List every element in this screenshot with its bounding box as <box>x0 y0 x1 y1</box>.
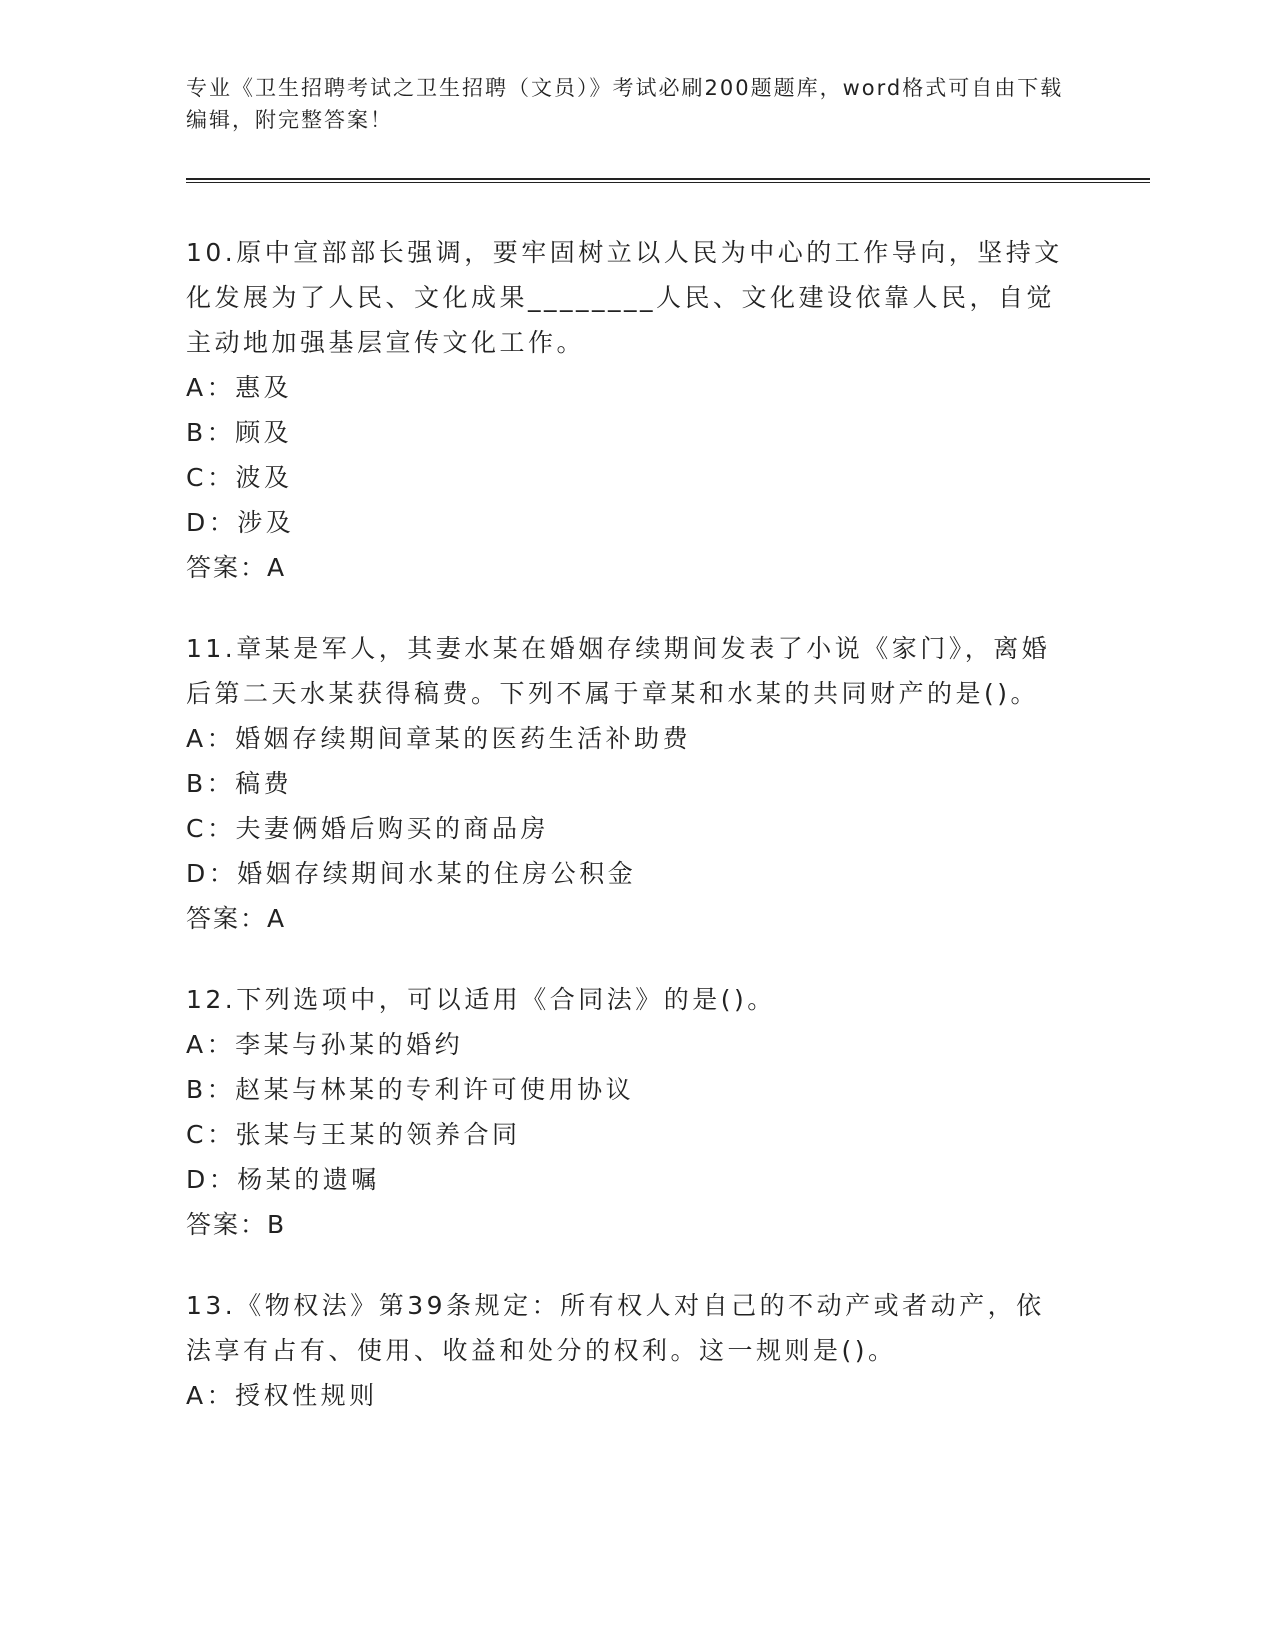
option-b: B：稿费 <box>186 769 293 798</box>
answer-line: 答案：A <box>186 904 287 933</box>
option-d: D：婚姻存续期间水某的住房公积金 <box>186 859 637 888</box>
question-text: 11.章某是军人，其妻水某在婚姻存续期间发表了小说《家门》，离婚后第二天水某获得稿费。下列不属于章某和水某的共同财产的是()。 <box>186 634 1051 708</box>
answer-line: 答案：B <box>186 1210 287 1239</box>
option-b: B：赵某与林某的专利许可使用协议 <box>186 1075 635 1104</box>
option-a: A：授权性规则 <box>186 1381 378 1410</box>
header-divider-thin <box>186 182 1150 183</box>
question-11 <box>186 626 1066 941</box>
option-a: A：李某与孙某的婚约 <box>186 1030 464 1059</box>
option-c: C：张某与王某的领养合同 <box>186 1120 521 1149</box>
question-12 <box>186 977 1066 1247</box>
question-10 <box>186 230 1066 590</box>
option-a: A：惠及 <box>186 373 293 402</box>
header-divider <box>186 178 1150 180</box>
answer-line: 答案：A <box>186 553 287 582</box>
question-text: 13.《物权法》第39条规定：所有权人对自己的不动产或者动产，依法享有占有、使用、收益和处分的权利。这一规则是()。 <box>186 1291 1045 1365</box>
document-header: 专业《卫生招聘考试之卫生招聘（文员）》考试必刷200题题库，word格式可自由下载编辑，附完整答案！ <box>186 76 1064 132</box>
option-b: B：顾及 <box>186 418 293 447</box>
question-text: 10.原中宣部部长强调，要牢固树立以人民为中心的工作导向，坚持文化发展为了人民、文化成果________人民、文化建设依靠人民，自觉主动地加强基层宣传文化工作。 <box>186 238 1063 357</box>
question-list <box>186 230 1066 1454</box>
question-text: 12.下列选项中，可以适用《合同法》的是()。 <box>186 985 776 1014</box>
option-c: C：夫妻俩婚后购买的商品房 <box>186 814 549 843</box>
option-c: C：波及 <box>186 463 293 492</box>
option-a: A：婚姻存续期间章某的医药生活补助费 <box>186 724 692 753</box>
option-d: D：杨某的遗嘱 <box>186 1165 380 1194</box>
option-d: D：涉及 <box>186 508 295 537</box>
question-13 <box>186 1283 1066 1418</box>
